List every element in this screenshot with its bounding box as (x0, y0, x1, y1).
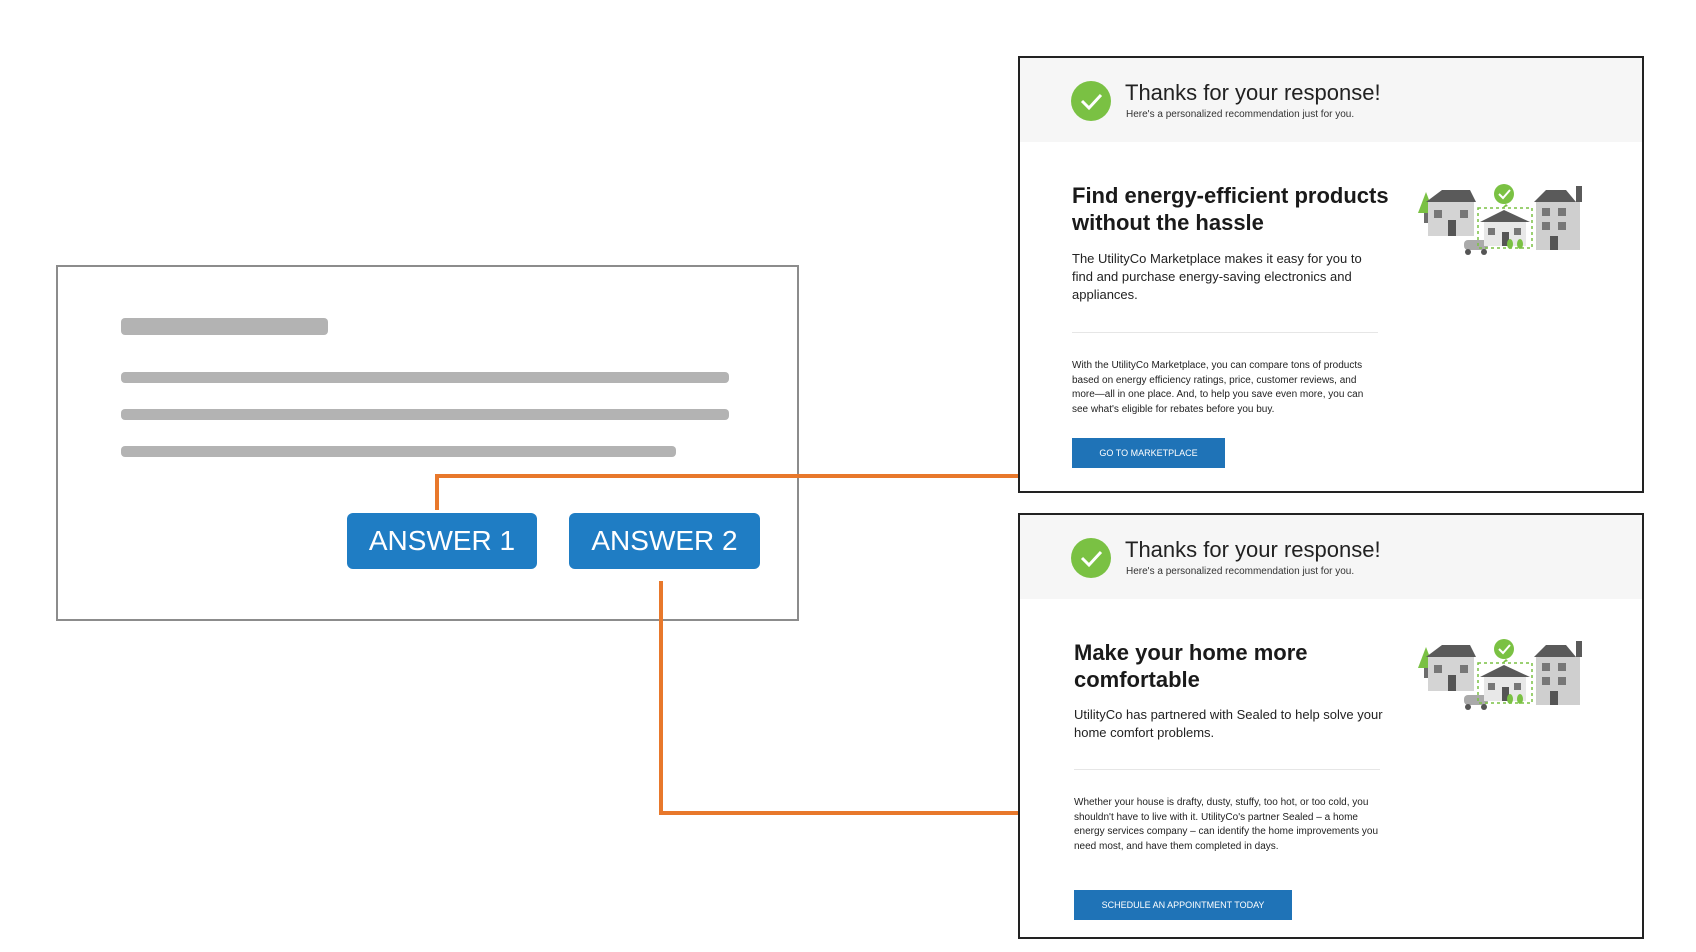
answer-2-button[interactable]: ANSWER 2 (569, 513, 760, 569)
recommendation-card-sealed (1018, 513, 1644, 939)
card-heading: Find energy-efficient products without the hassle (1072, 183, 1389, 235)
thanks-title: Thanks for your response! (1125, 537, 1381, 562)
thanks-title: Thanks for your response! (1125, 80, 1381, 105)
card-body-text: With the UtilityCo Marketplace, you can compare tons of products based on energy efficiency ratings, price, customer reviews, and more—all in one place. And, to help you save even more, you can see what's eligible for rebates before you buy. (1072, 360, 1364, 416)
card-body-text: Whether your house is drafty, dusty, stuffy, too hot, or too cold, you shouldn't have to live with it. UtilityCo's partner Sealed – a home energy services company – can identify the home improvements you need most, and have them completed in days. (1074, 797, 1379, 853)
go-to-marketplace-button[interactable]: GO TO MARKETPLACE (1072, 438, 1225, 468)
neighborhood-houses-illustration (1412, 180, 1592, 270)
recommendation-card-marketplace (1018, 56, 1644, 493)
divider (1072, 332, 1378, 333)
checkmark-icon (1071, 81, 1111, 121)
card-intro-text: The UtilityCo Marketplace makes it easy for you to find and purchase energy-saving electronics and appliances. (1072, 251, 1362, 302)
card-intro-text: UtilityCo has partnered with Sealed to help solve your home comfort problems. (1074, 707, 1383, 740)
checkmark-icon (1071, 538, 1111, 578)
placeholder-text-line (121, 372, 729, 383)
thanks-subtitle: Here's a personalized recommendation just for you. (1126, 109, 1355, 120)
thanks-subtitle: Here's a personalized recommendation just for you. (1126, 566, 1355, 577)
schedule-appointment-button[interactable]: SCHEDULE AN APPOINTMENT TODAY (1074, 890, 1292, 920)
card-heading: Make your home more comfortable (1074, 640, 1308, 692)
placeholder-text-line (121, 446, 676, 457)
card-header (1020, 515, 1642, 599)
answer-1-button[interactable]: ANSWER 1 (347, 513, 537, 569)
divider (1074, 769, 1380, 770)
card-header (1020, 58, 1642, 142)
neighborhood-houses-illustration (1412, 635, 1592, 725)
placeholder-title-bar (121, 318, 328, 335)
placeholder-text-line (121, 409, 729, 420)
